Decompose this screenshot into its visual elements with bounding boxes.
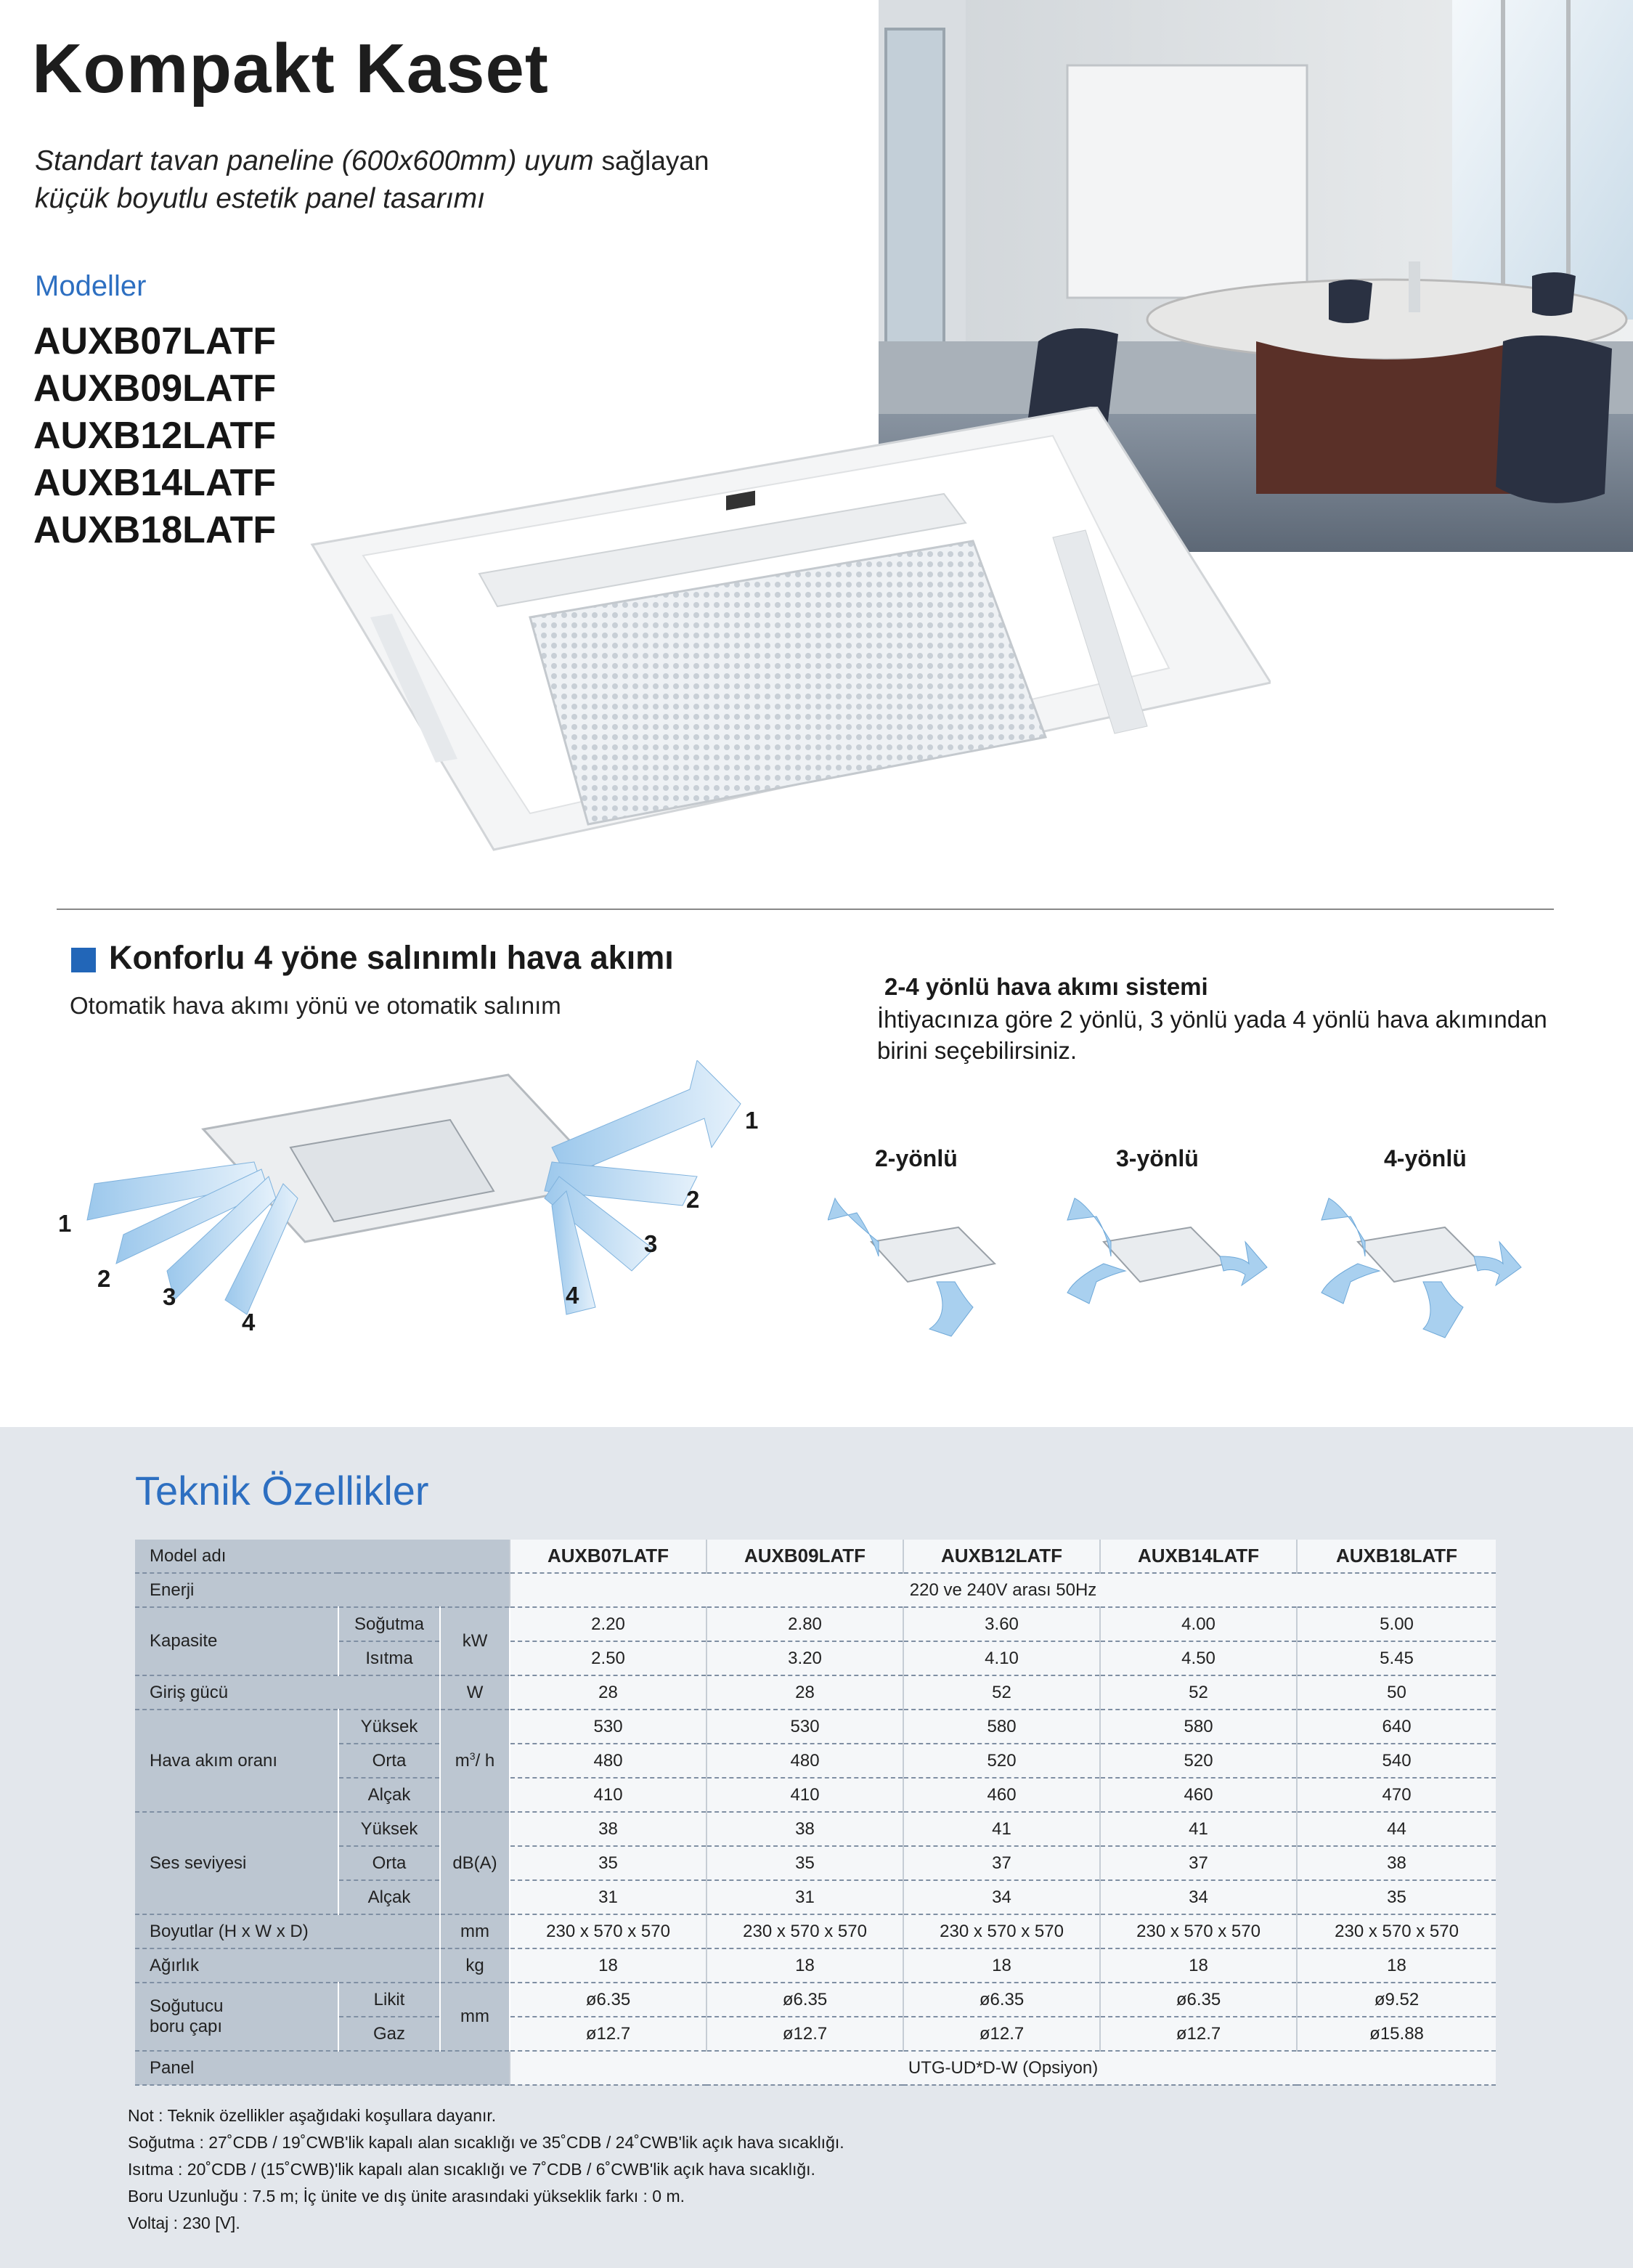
table-cell: ø9.52 [1297, 1983, 1496, 2017]
table-cell: ø12.7 [510, 2017, 706, 2051]
model-header: AUXB14LATF [1100, 1540, 1297, 1573]
table-cell: ø12.7 [706, 2017, 903, 2051]
airflow-number-left: 4 [242, 1309, 256, 1336]
pipe-diameter-label [135, 1983, 338, 2051]
airflow-unit-tail: / h [475, 1751, 495, 1771]
note-line: Isıtma : 20˚CDB / (15˚CWB)'lik kapalı alan sıcaklığı ve 7˚CDB / 6˚CWB'lik açık hava sıcaklığı. [128, 2160, 815, 2179]
table-cell: 530 [706, 1710, 903, 1744]
energy-value: 220 ve 240V arası 50Hz [510, 1573, 1496, 1607]
gas-label: Gaz [338, 2017, 440, 2051]
airflow-number-right: 4 [566, 1282, 579, 1309]
table-cell: 410 [706, 1778, 903, 1812]
airflow-section-subtitle: Otomatik hava akımı yönü ve otomatik salınım [70, 992, 561, 1019]
table-cell: 410 [510, 1778, 706, 1812]
pipe-label-line2: boru çapı [150, 2017, 223, 2036]
model-name-label: Model adı [135, 1540, 510, 1573]
airflow-rate-label: Hava akım oranı [135, 1710, 338, 1812]
low-label: Alçak [338, 1880, 440, 1914]
table-row [135, 1914, 1496, 1948]
capacity-label: Kapasite [135, 1607, 338, 1675]
panel-value: UTG-UD*D-W (Opsiyon) [510, 2051, 1496, 2085]
note-line: Soğutma : 27˚CDB / 19˚CWB'lik kapalı alan sıcaklığı ve 35˚CDB / 24˚CWB'lik açık hava sıcaklığı. [128, 2133, 844, 2152]
noise-unit: dB(A) [440, 1812, 510, 1914]
table-cell: 41 [903, 1812, 1100, 1846]
model-item: AUXB09LATF [33, 367, 277, 410]
table-cell: ø15.88 [1297, 2017, 1496, 2051]
table-cell: 2.20 [510, 1607, 706, 1641]
note-line: Not : Teknik özellikler aşağıdaki koşullara dayanır. [128, 2106, 497, 2125]
three-way-flow-illustration [1060, 1184, 1271, 1344]
table-cell: 5.45 [1297, 1641, 1496, 1675]
table-row [135, 1983, 1496, 2017]
table-cell: 18 [706, 1948, 903, 1983]
model-item: AUXB12LATF [33, 415, 277, 457]
table-row [135, 1540, 1496, 1573]
heating-label: Isıtma [338, 1641, 440, 1675]
table-cell: 230 x 570 x 570 [1100, 1914, 1297, 1948]
table-cell: 50 [1297, 1675, 1496, 1710]
panel-label: Panel [135, 2051, 510, 2085]
cassette-unit-illustration [305, 407, 1271, 871]
airflow-number-left: 2 [97, 1265, 111, 1292]
table-cell: 520 [1100, 1744, 1297, 1778]
subtitle-line2: küçük boyutlu estetik panel tasarımı [35, 183, 485, 214]
table-cell: 230 x 570 x 570 [510, 1914, 706, 1948]
table-cell: 34 [903, 1880, 1100, 1914]
table-cell: ø6.35 [903, 1983, 1100, 2017]
airflow-unit-base: m [455, 1751, 470, 1771]
table-cell: 5.00 [1297, 1607, 1496, 1641]
airflow-system-title: 2-4 yönlü hava akımı sistemi [884, 973, 1208, 1000]
direction-label-4way: 4-yönlü [1384, 1145, 1467, 1171]
table-row [135, 2051, 1496, 2085]
four-way-airflow-illustration [44, 1060, 799, 1351]
direction-label-3way: 3-yönlü [1116, 1145, 1199, 1171]
table-cell: 35 [510, 1846, 706, 1880]
table-cell: 2.80 [706, 1607, 903, 1641]
table-cell: 640 [1297, 1710, 1496, 1744]
model-item: AUXB07LATF [33, 320, 277, 362]
table-cell: 38 [706, 1812, 903, 1846]
table-cell: 230 x 570 x 570 [903, 1914, 1100, 1948]
table-cell: 580 [903, 1710, 1100, 1744]
airflow-section-title: Konforlu 4 yöne salınımlı hava akımı [109, 939, 674, 976]
airflow-unit-sup: 3 [469, 1750, 476, 1762]
table-cell: 2.50 [510, 1641, 706, 1675]
model-item: AUXB14LATF [33, 462, 277, 504]
table-row [135, 1710, 1496, 1744]
table-cell: 480 [510, 1744, 706, 1778]
table-cell: 480 [706, 1744, 903, 1778]
page-title: Kompakt Kaset [32, 30, 549, 107]
specs-title: Teknik Özellikler [135, 1468, 429, 1513]
table-cell: 4.10 [903, 1641, 1100, 1675]
section-bullet-icon [71, 948, 96, 972]
weight-label: Ağırlık [135, 1948, 440, 1983]
table-cell: 52 [903, 1675, 1100, 1710]
table-row [135, 1846, 1496, 1880]
table-cell: 37 [1100, 1846, 1297, 1880]
spec-notes [128, 2102, 844, 2237]
model-header: AUXB12LATF [903, 1540, 1100, 1573]
table-cell: ø6.35 [510, 1983, 706, 2017]
subtitle-tail: sağlayan [601, 146, 709, 176]
model-header: AUXB18LATF [1297, 1540, 1496, 1573]
table-cell: 470 [1297, 1778, 1496, 1812]
table-row [135, 1778, 1496, 1812]
specs-table [135, 1540, 1496, 2086]
table-cell: 3.20 [706, 1641, 903, 1675]
model-header: AUXB07LATF [510, 1540, 706, 1573]
low-label: Alçak [338, 1778, 440, 1812]
input-power-unit: W [440, 1675, 510, 1710]
table-cell: 4.00 [1100, 1607, 1297, 1641]
liquid-label: Likit [338, 1983, 440, 2017]
airflow-number-right: 1 [745, 1107, 759, 1134]
mid-label: Orta [338, 1846, 440, 1880]
table-cell: 31 [706, 1880, 903, 1914]
high-label: Yüksek [338, 1710, 440, 1744]
table-row [135, 2017, 1496, 2051]
table-row [135, 1744, 1496, 1778]
table-cell: ø12.7 [1100, 2017, 1297, 2051]
input-power-label: Giriş gücü [135, 1675, 440, 1710]
model-header: AUXB09LATF [706, 1540, 903, 1573]
table-cell: 18 [1100, 1948, 1297, 1983]
table-cell: 28 [706, 1675, 903, 1710]
table-cell: 230 x 570 x 570 [1297, 1914, 1496, 1948]
airflow-number-right: 2 [686, 1186, 700, 1213]
mid-label: Orta [338, 1744, 440, 1778]
airflow-number-left: 1 [58, 1210, 72, 1237]
models-label: Modeller [35, 270, 147, 302]
table-cell: 3.60 [903, 1607, 1100, 1641]
table-cell: 460 [903, 1778, 1100, 1812]
table-cell: 4.50 [1100, 1641, 1297, 1675]
cooling-label: Soğutma [338, 1607, 440, 1641]
table-cell: 41 [1100, 1812, 1297, 1846]
weight-unit: kg [440, 1948, 510, 1983]
product-subtitle [35, 142, 709, 218]
table-cell: ø6.35 [706, 1983, 903, 2017]
table-cell: 18 [1297, 1948, 1496, 1983]
table-cell: 35 [1297, 1880, 1496, 1914]
airflow-unit [440, 1710, 510, 1812]
table-row [135, 1641, 1496, 1675]
energy-label: Enerji [135, 1573, 510, 1607]
airflow-number-left: 3 [163, 1283, 176, 1310]
table-row [135, 1607, 1496, 1641]
table-cell: 37 [903, 1846, 1100, 1880]
table-cell: 230 x 570 x 570 [706, 1914, 903, 1948]
table-row [135, 1675, 1496, 1710]
table-cell: 52 [1100, 1675, 1297, 1710]
table-cell: 35 [706, 1846, 903, 1880]
pipe-unit: mm [440, 1983, 510, 2051]
table-cell: ø6.35 [1100, 1983, 1297, 2017]
table-cell: 38 [510, 1812, 706, 1846]
model-item: AUXB18LATF [33, 509, 277, 551]
table-row [135, 1573, 1496, 1607]
high-label: Yüksek [338, 1812, 440, 1846]
model-list [33, 318, 276, 554]
capacity-unit: kW [440, 1607, 510, 1675]
note-line: Voltaj : 230 [V]. [128, 2214, 240, 2232]
table-cell: 28 [510, 1675, 706, 1710]
table-cell: 38 [1297, 1846, 1496, 1880]
table-cell: 530 [510, 1710, 706, 1744]
table-cell: 44 [1297, 1812, 1496, 1846]
dimensions-label: Boyutlar (H x W x D) [135, 1914, 440, 1948]
table-cell: 18 [510, 1948, 706, 1983]
two-way-flow-illustration [828, 1184, 1038, 1344]
table-cell: 34 [1100, 1880, 1297, 1914]
airflow-system-description: İhtiyacınıza göre 2 yönlü, 3 yönlü yada 4 yönlü hava akımından birini seçebilirsiniz. [877, 1006, 1547, 1064]
table-cell: 18 [903, 1948, 1100, 1983]
table-row [135, 1880, 1496, 1914]
table-cell: 580 [1100, 1710, 1297, 1744]
table-cell: 31 [510, 1880, 706, 1914]
four-way-flow-illustration [1314, 1184, 1525, 1344]
noise-level-label: Ses seviyesi [135, 1812, 338, 1914]
pipe-label-line1: Soğutucu [150, 1996, 224, 2016]
airflow-number-right: 3 [644, 1230, 658, 1257]
table-row [135, 1812, 1496, 1846]
table-cell: 520 [903, 1744, 1100, 1778]
table-row [135, 1948, 1496, 1983]
table-cell: 540 [1297, 1744, 1496, 1778]
table-cell: ø12.7 [903, 2017, 1100, 2051]
section-divider [57, 909, 1554, 910]
dimensions-unit: mm [440, 1914, 510, 1948]
table-cell: 460 [1100, 1778, 1297, 1812]
note-line: Boru Uzunluğu : 7.5 m; İç ünite ve dış ünite arasındaki yükseklik farkı : 0 m. [128, 2187, 685, 2206]
direction-label-2way: 2-yönlü [875, 1145, 958, 1171]
subtitle-line1: Standart tavan paneline (600x600mm) uyum [35, 145, 594, 176]
